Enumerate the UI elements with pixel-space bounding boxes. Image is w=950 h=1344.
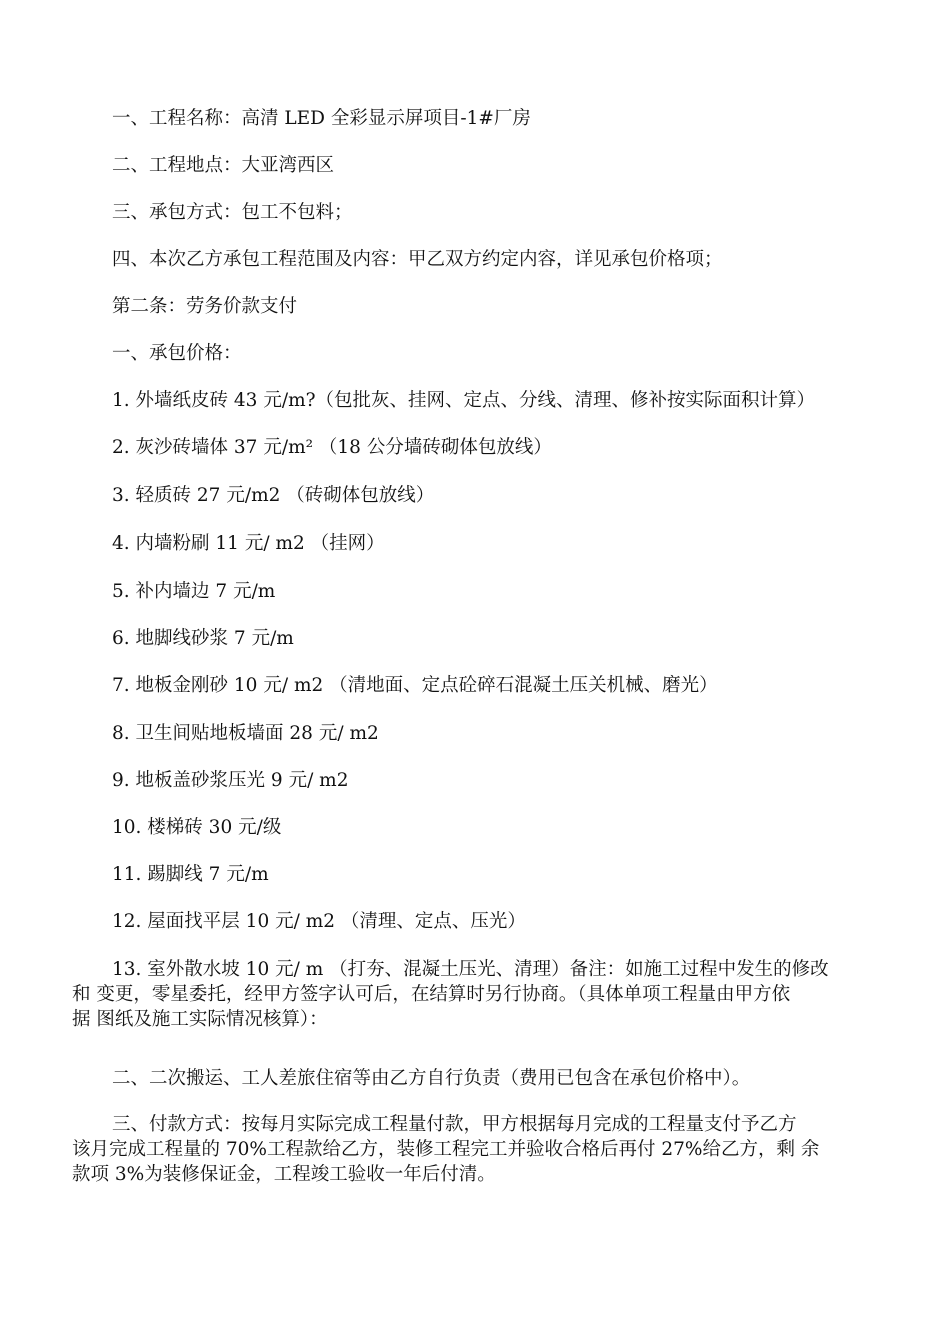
price-item-13-paragraph xyxy=(72,957,882,1032)
price-item-8: 8. 卫生间贴地板墙面 28 元/ m2 xyxy=(112,723,379,744)
price-item-9: 9. 地板盖砂浆压光 9 元/ m2 xyxy=(112,770,349,791)
price-item-2: 2. 灰沙砖墙体 37 元/m² （18 公分墙砖砌体包放线） xyxy=(112,437,552,458)
paragraph-line: 13. 室外散水坡 10 元/ m （打夯、混凝土压光、清理）备注：如施工过程中发生的修改 xyxy=(112,959,829,980)
project-name-line: 一、工程名称：高清 LED 全彩显示屏项目-1#厂房 xyxy=(112,108,531,129)
paragraph-line: 该月完成工程量的 70%工程款给乙方，装修工程完工并验收合格后再付 27%给乙方，剩 余 xyxy=(72,1139,820,1160)
price-item-10: 10. 楼梯砖 30 元/级 xyxy=(112,817,282,838)
payment-method-paragraph xyxy=(72,1112,882,1187)
price-item-12: 12. 屋面找平层 10 元/ m2 （清理、定点、压光） xyxy=(112,911,526,932)
article-two-heading: 第二条：劳务价款支付 xyxy=(112,296,298,317)
contract-price-heading: 一、承包价格： xyxy=(112,343,242,364)
paragraph-line: 款项 3%为装修保证金，工程竣工验收一年后付清。 xyxy=(72,1164,496,1185)
paragraph-line: 三、付款方式：按每月实际完成工程量付款，甲方根据每月完成的工程量支付予乙方 xyxy=(112,1114,797,1135)
price-item-7: 7. 地板金刚砂 10 元/ m2 （清地面、定点砼碎石混凝土压关机械、磨光） xyxy=(112,675,718,696)
transport-lodging-paragraph xyxy=(72,1066,882,1091)
paragraph-line: 据 图纸及施工实际情况核算）： xyxy=(72,1009,328,1030)
contract-method-line: 三、承包方式：包工不包料； xyxy=(112,202,353,223)
price-item-3: 3. 轻质砖 27 元/m2 （砖砌体包放线） xyxy=(112,485,435,506)
project-location-line: 二、工程地点：大亚湾西区 xyxy=(112,155,335,176)
price-item-6: 6. 地脚线砂浆 7 元/m xyxy=(112,628,294,649)
paragraph-line: 二、二次搬运、工人差旅住宿等由乙方自行负责（费用已包含在承包价格中）。 xyxy=(112,1068,751,1089)
scope-line: 四、本次乙方承包工程范围及内容：甲乙双方约定内容，详见承包价格项； xyxy=(112,249,723,270)
paragraph-line: 和 变更，零星委托，经甲方签字认可后，在结算时另行协商。（具体单项工程量由甲方依 xyxy=(72,984,791,1005)
price-item-5: 5. 补内墙边 7 元/m xyxy=(112,581,276,602)
price-item-11: 11. 踢脚线 7 元/m xyxy=(112,864,269,885)
price-item-1: 1. 外墙纸皮砖 43 元/m?（包批灰、挂网、定点、分线、清理、修补按实际面积计算） xyxy=(112,390,816,411)
price-item-4: 4. 内墙粉刷 11 元/ m2 （挂网） xyxy=(112,533,385,554)
